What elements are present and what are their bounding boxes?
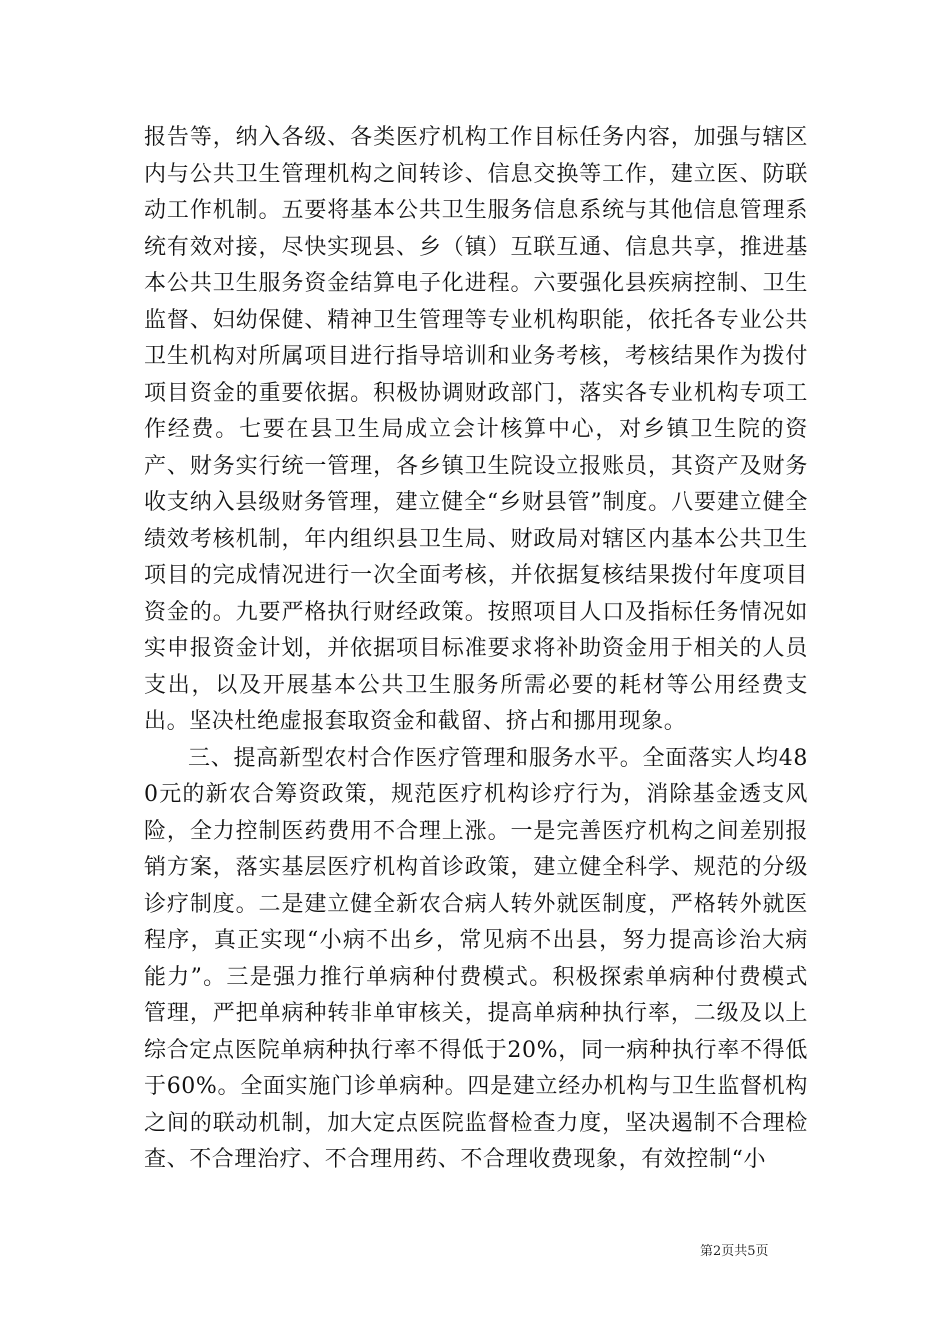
paragraph-continued: 报告等，纳入各级、各类医疗机构工作目标任务内容，加强与辖区内与公共卫生管理机构之间转诊、信息交换等工作，建立医、防联动工作机制。五要将基本公共卫生服务信息系统与其他信息管理系统有效对接，尽快实现县、乡（镇）互联互通、信息共享，推进基本公共卫生服务资金结算电子化进程。六要强化县疾病控制、卫生监督、妇幼保健、精神卫生管理等专业机构职能，依托各专业公共卫生机构对所属项目进行指导培训和业务考核，考核结果作为拨付项目资金的重要依据。积极协调财政部门，落实各专业机构专项工作经费。七要在县卫生局成立会计核算中心，对乡镇卫生院的资产、财务实行统一管理，各乡镇卫生院设立报账员，其资产及财务收支纳入县级财务管理，建立健全“乡财县管”制度。八要建立健全绩效考核机制，年内组织县卫生局、财政局对辖区内基本公共卫生项目的完成情况进行一次全面考核，并依据复核结果拨付年度项目资金的。九要严格执行财经政策。按照项目人口及指标任务情况如实申报资金计划，并依据项目标准要求将补助资金用于相关的人员支出，以及开展基本公共卫生服务所需必要的耗材等公用经费支出。坚决杜绝虚报套取资金和截留、挤占和挪用现象。 <box>144 125 808 734</box>
document-body <box>144 120 808 1179</box>
page-number: 第2页共5页 <box>700 1244 769 1259</box>
paragraph-section-three: 三、提高新型农村合作医疗管理和服务水平。全面落实人均480元的新农合筹资政策，规范医疗机构诊疗行为，消除基金透支风险，全力控制医药费用不合理上涨。一是完善医疗机构之间差别报销方案，落实基层医疗机构首诊政策，建立健全科学、规范的分级诊疗制度。二是建立健全新农合病人转外就医制度，严格转外就医程序，真正实现“小病不出乡，常见病不出县，努力提高诊治大病能力”。三是强力推行单病种付费模式。积极探索单病种付费模式管理，严把单病种转非单审核关，提高单病种执行率，二级及以上综合定点医院单病种执行率不得低于20%，同一病种执行率不得低于60%。全面实施门诊单病种。四是建立经办机构与卫生监督机构之间的联动机制，加大定点医院监督检查力度，坚决遏制不合理检查、不合理治疗、不合理用药、不合理收费现象，有效控制“小 <box>144 745 808 1172</box>
